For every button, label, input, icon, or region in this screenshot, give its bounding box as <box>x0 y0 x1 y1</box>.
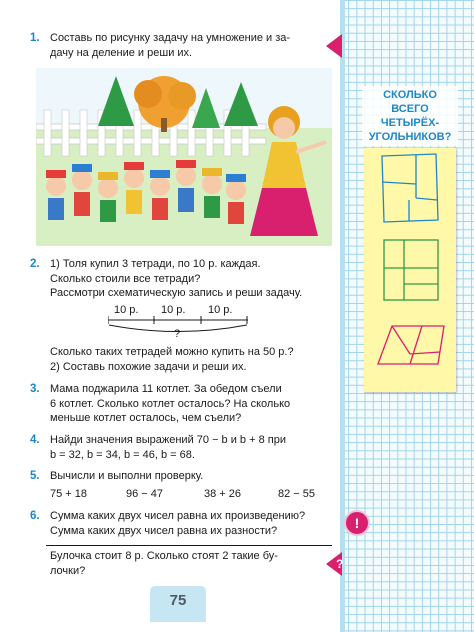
text-line: Вычисли и выполни проверку. <box>50 470 204 482</box>
page-number: 75 <box>150 586 206 622</box>
title-line: ЧЕТЫРЁХ- <box>380 117 440 129</box>
task-2-followup <box>50 345 332 374</box>
sidebar-question <box>362 86 458 146</box>
task-1-text <box>50 31 332 60</box>
text-line: 2) Составь похожие задачи и реши их. <box>50 360 247 373</box>
warning-icon: ! <box>344 510 370 536</box>
task-number-2: 2. <box>30 258 40 270</box>
task-number-3: 3. <box>30 383 40 395</box>
text-line: Сумма каких двух чисел равна их разности? <box>50 524 278 537</box>
question-glyph: ? <box>336 557 344 571</box>
task-number-4: 4. <box>30 434 40 446</box>
task-2-text <box>50 257 332 301</box>
text-line: Мама поджарила 11 котлет. За обедом съели <box>50 383 282 395</box>
task-5-text <box>50 469 332 501</box>
expression: 96 − 47 <box>126 487 164 500</box>
divider <box>46 545 332 546</box>
text-line: 6 котлет. Сколько котлет осталось? На сколько <box>50 397 291 410</box>
teacher-and-children-illustration <box>36 68 332 246</box>
task-number-6: 6. <box>30 510 40 522</box>
segment-label: 10 р. <box>161 304 186 316</box>
text-line: b = 32, b = 34, b = 46, b = 68. <box>50 448 195 461</box>
title-line: ВСЕГО <box>391 103 429 115</box>
text-line: дачу на деление и реши их. <box>50 46 193 59</box>
text-line: Составь по рисунку задачу на умножение и за- <box>50 32 291 44</box>
total-label: ? <box>174 328 181 340</box>
text-line: Сколько таких тетрадей можно купить на 50 р.? <box>50 346 294 358</box>
expression: 82 − 55 <box>278 487 316 500</box>
title-line: УГОЛЬНИКОВ? <box>368 131 452 143</box>
text-line: 1) Толя купил 3 тетради, по 10 р. каждая. <box>50 258 261 270</box>
task-number-5: 5. <box>30 470 40 482</box>
task-6-text <box>50 509 332 538</box>
expressions-row <box>50 487 332 502</box>
text-line: Найди значения выражений 70 − b и b + 8 при <box>50 434 286 446</box>
text-line: Булочка стоит 8 р. Сколько стоят 2 такие бу- <box>50 550 278 562</box>
task-4-text <box>50 433 332 462</box>
title-line: СКОЛЬКО <box>383 89 437 101</box>
text-line: лочки? <box>50 564 86 577</box>
bonus-task-text <box>50 549 332 578</box>
text-line: Рассмотри схематическую запись и реши задачу. <box>50 287 303 299</box>
text-line: Сумма каких двух чисел равна их произведению? <box>50 510 306 522</box>
bookmark-marker-icon <box>326 34 342 58</box>
task-3-text <box>50 382 332 426</box>
scheme-diagram <box>108 304 248 344</box>
text-line: меньше котлет осталось, чем съели? <box>50 412 242 424</box>
sticky-note <box>364 148 456 392</box>
quadrilateral-figures <box>364 148 456 392</box>
segment-label: 10 р. <box>208 304 233 316</box>
sidebar-edge <box>340 0 345 632</box>
expression: 38 + 26 <box>204 487 242 500</box>
text-line: Сколько стоили все тетради? <box>50 272 201 285</box>
expression: 75 + 18 <box>50 487 88 500</box>
segment-label: 10 р. <box>114 304 139 316</box>
task-number-1: 1. <box>30 32 40 44</box>
